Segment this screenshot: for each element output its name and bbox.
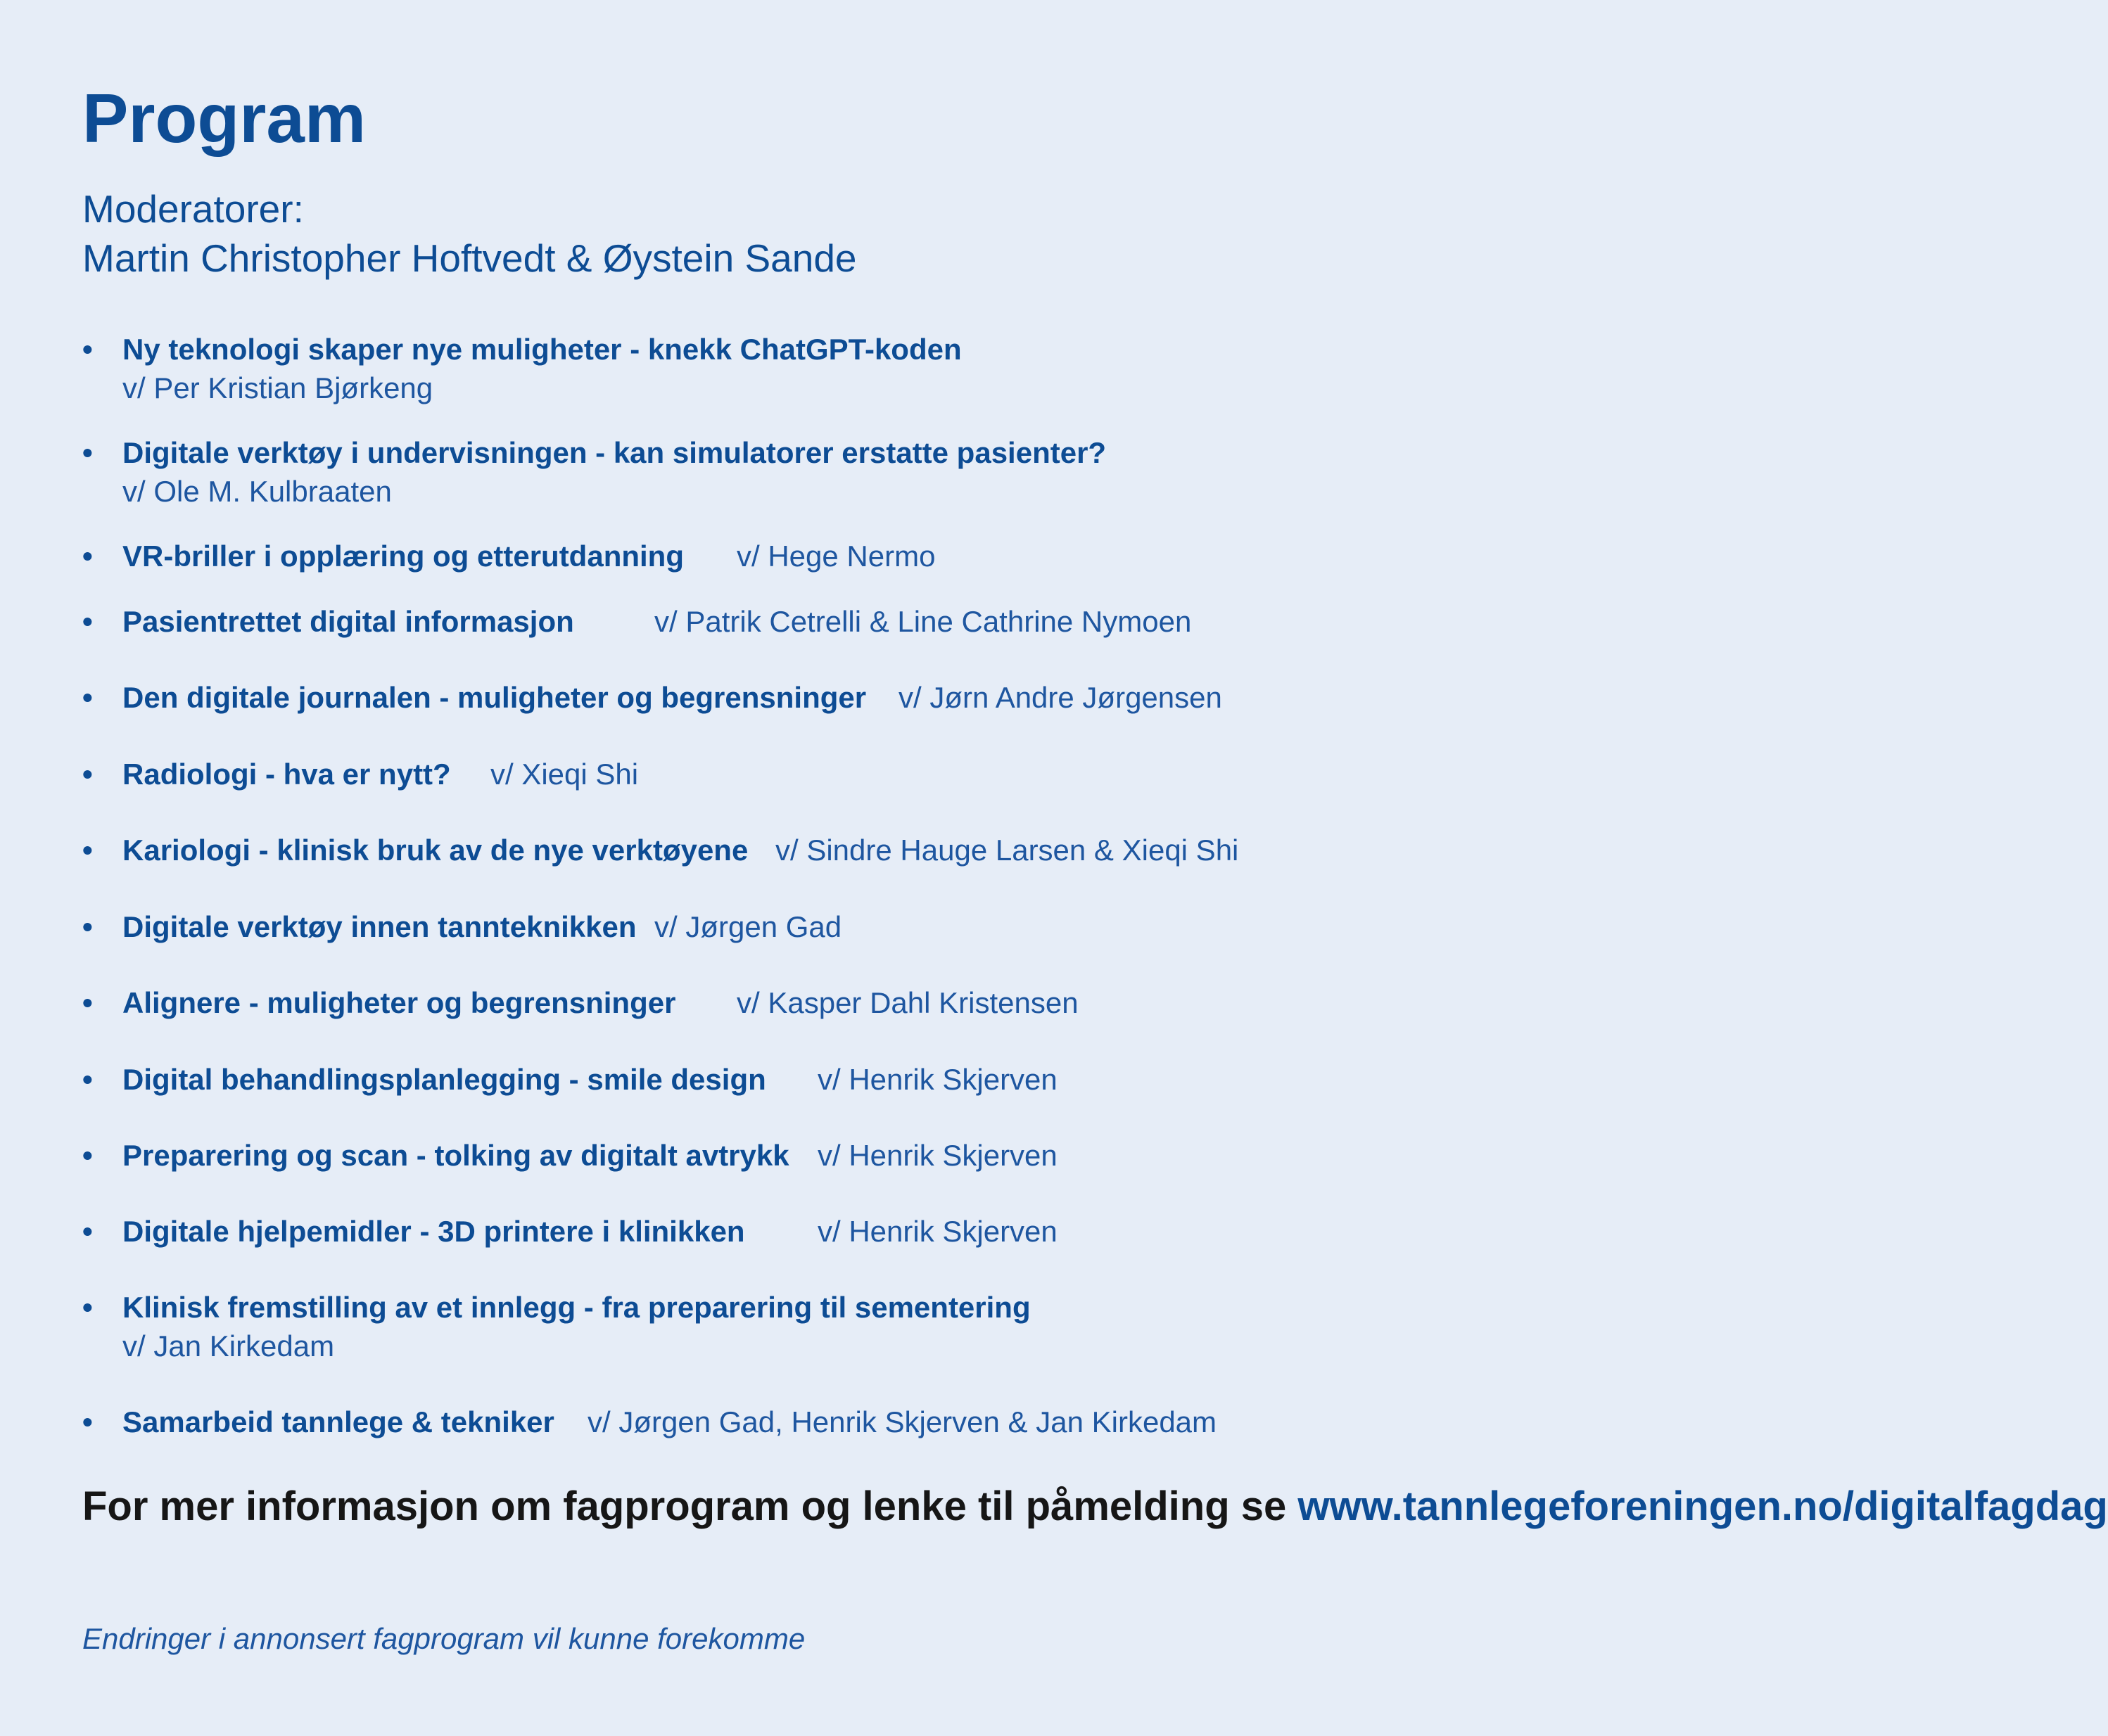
- info-link-line: [1241, 1483, 2108, 1529]
- program-item-title: Samarbeid tannlege & tekniker: [122, 1405, 554, 1438]
- bullet-icon: •: [82, 436, 93, 469]
- program-item-title: Radiologi - hva er nytt?: [122, 758, 451, 791]
- program-item-title: Pasientrettet digital informasjon: [122, 605, 574, 638]
- disclaimer-text: Endringer i annonsert fagprogram vil kunne forekomme: [82, 1622, 806, 1655]
- moderators-label: Moderatorer:: [82, 187, 304, 231]
- program-list: [82, 0, 1349, 1477]
- program-item-speaker: v/ Kasper Dahl Kristensen: [737, 986, 1079, 1019]
- program-item-speaker: v/ Jørgen Gad, Henrik Skjerven & Jan Kirkedam: [588, 1405, 1217, 1438]
- bullet-icon: •: [82, 540, 93, 573]
- program-item-title: Preparering og scan - tolking av digitalt avtrykk: [122, 1139, 789, 1172]
- bullet-icon: •: [82, 1063, 93, 1096]
- moderators-names: Martin Christopher Hoftvedt & Øystein Sande: [82, 236, 857, 280]
- program-page: [82, 0, 2108, 1736]
- program-item-speaker: v/ Xieqi Shi: [490, 758, 639, 791]
- program-item-speaker: v/ Jørn Andre Jørgensen: [899, 681, 1222, 714]
- bullet-icon: •: [82, 986, 93, 1019]
- page-title: Program: [82, 79, 367, 157]
- info-block: [82, 1481, 2108, 1533]
- bullet-icon: •: [82, 1215, 93, 1248]
- program-item-speaker: v/ Patrik Cetrelli & Line Cathrine Nymoen: [654, 605, 1192, 638]
- program-item-speaker: v/ Henrik Skjerven: [818, 1063, 1058, 1096]
- program-item-title: Digitale hjelpemidler - 3D printere i klinikken: [122, 1215, 745, 1248]
- program-item-title: Digitale verktøy i undervisningen - kan simulatorer erstatte pasienter?: [122, 436, 1107, 469]
- bullet-icon: •: [82, 1405, 93, 1438]
- program-item-title: Alignere - muligheter og begrensninger: [122, 986, 676, 1019]
- program-item-title: Klinisk fremstilling av et innlegg - fra preparering til sementering: [122, 1291, 1031, 1324]
- bullet-icon: •: [82, 834, 93, 867]
- bullet-icon: •: [82, 910, 93, 943]
- info-text: For mer informasjon om fagprogram og lenke til påmelding: [82, 1483, 1230, 1529]
- bullet-icon: •: [82, 1291, 93, 1324]
- program-item-title: VR-briller i opplæring og etterutdanning: [122, 540, 684, 573]
- registration-link[interactable]: www.tannlegeforeningen.no/digitalfagdag: [1297, 1483, 2108, 1529]
- bullet-icon: •: [82, 681, 93, 714]
- bullet-icon: •: [82, 758, 93, 791]
- program-item-title: Den digitale journalen - muligheter og begrensninger: [122, 681, 867, 714]
- program-item-speaker: v/ Henrik Skjerven: [818, 1215, 1058, 1248]
- info-prefix: se: [1240, 1483, 1298, 1529]
- program-item-speaker: v/ Henrik Skjerven: [818, 1139, 1058, 1172]
- program-item-speaker: v/ Jørgen Gad: [654, 910, 842, 943]
- program-item-title: Kariologi - klinisk bruk av de nye verktøyene: [122, 834, 749, 867]
- program-item-speaker: v/ Ole M. Kulbraaten: [122, 475, 392, 508]
- program-item-speaker: v/ Hege Nermo: [737, 540, 936, 573]
- bullet-icon: •: [82, 333, 93, 366]
- bullet-icon: •: [82, 605, 93, 638]
- program-item-speaker: v/ Per Kristian Bjørkeng: [122, 371, 433, 404]
- program-item-title: Digitale verktøy innen tannteknikken: [122, 910, 637, 943]
- program-item-title: Ny teknologi skaper nye muligheter - knekk ChatGPT-koden: [122, 333, 962, 366]
- bullet-icon: •: [82, 1139, 93, 1172]
- program-item-title: Digital behandlingsplanlegging - smile design: [122, 1063, 766, 1096]
- program-item-speaker: v/ Jan Kirkedam: [122, 1329, 335, 1362]
- program-item-speaker: v/ Sindre Hauge Larsen & Xieqi Shi: [775, 834, 1239, 867]
